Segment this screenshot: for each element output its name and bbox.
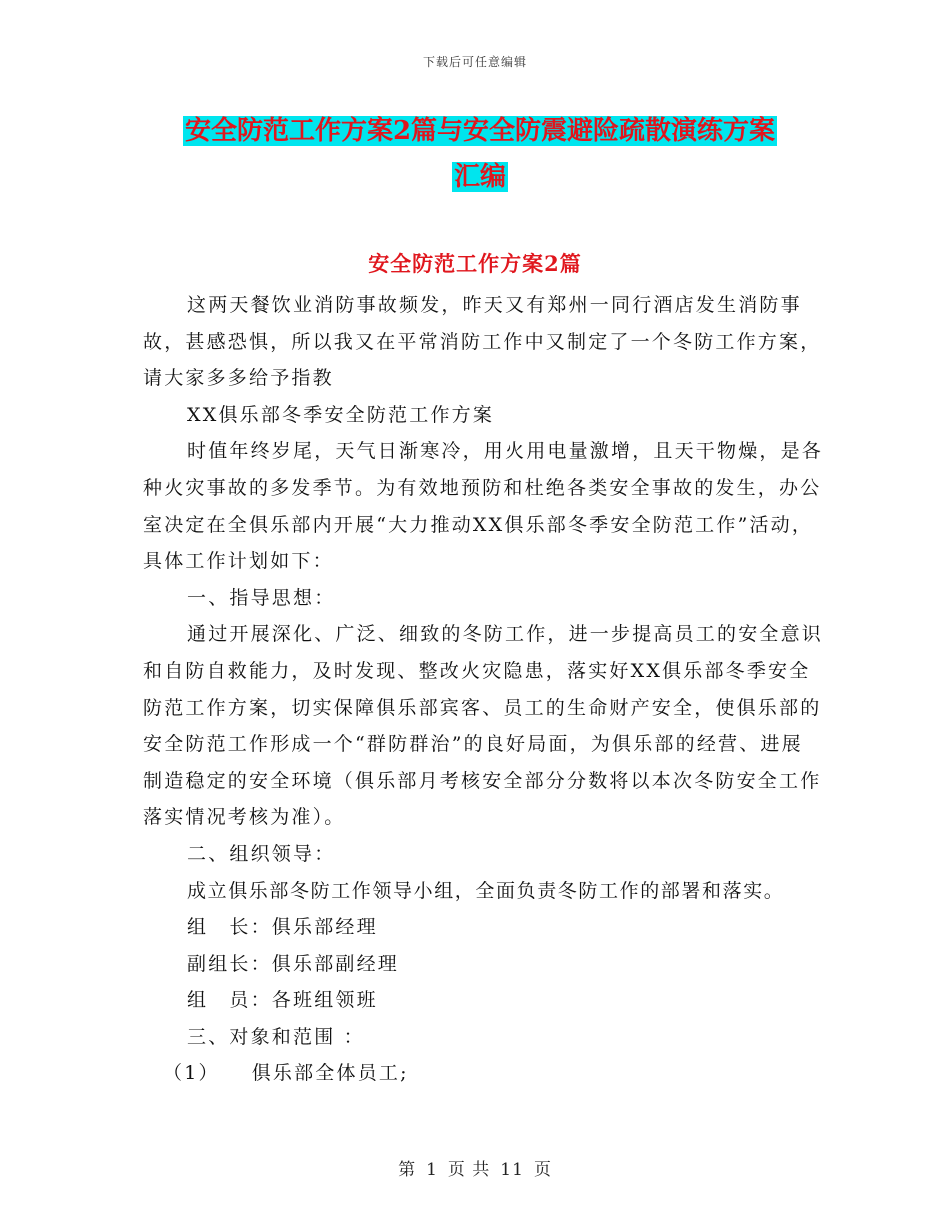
footer-mid: 页 共 bbox=[447, 1160, 491, 1180]
scope-item-1-text: 俱乐部全体员工; bbox=[251, 1062, 409, 1085]
header-note: 下载后可任意编辑 bbox=[422, 55, 527, 69]
scope-item-1 bbox=[143, 1055, 823, 1092]
paragraph-background: 时值年终岁尾，天气日渐寒冷，用火用电量激增，且天干物燥，是各种火灾事故的多发季节。为有效地预防和杜绝各类安全事故的发生，办公室决定在全俱乐部内开展“大力推动XX俱乐部冬季安全防范工作”活动，具体工作计划如下： bbox=[143, 440, 824, 573]
paragraph-organization: 成立俱乐部冬防工作领导小组，全面负责冬防工作的部署和落实。 bbox=[187, 879, 785, 902]
members-line: 组 员：各班组领班 bbox=[187, 989, 378, 1012]
section-title: 安全防范工作方案2篇 bbox=[368, 251, 582, 276]
vice-leader-line: 副组长：俱乐部副经理 bbox=[187, 952, 400, 975]
document-title bbox=[140, 108, 820, 200]
scope-item-1-number: （1） bbox=[163, 1062, 220, 1085]
page-total: 11 bbox=[500, 1160, 524, 1180]
footer-prefix: 第 bbox=[398, 1160, 417, 1180]
document-body bbox=[143, 287, 823, 1092]
heading-guiding-idea: 一、指导思想： bbox=[187, 586, 336, 609]
paragraph-guiding-idea: 通过开展深化、广泛、细致的冬防工作，进一步提高员工的安全意识和自防自救能力，及时发现、整改火灾隐患，落实好XX俱乐部冬季安全防范工作方案，切实保障俱乐部宾客、员工的生命财产安全，使俱乐部的安全防范工作形成一个“群防群治”的良好局面，为俱乐部的经营、进展制造稳定的安全环境（俱乐部月考核安全部分分数将以本次冬防安全工作落实情况考核为准）。 bbox=[143, 623, 824, 829]
page-current: 1 bbox=[426, 1160, 438, 1180]
heading-scope: 三、对象和范围 ： bbox=[187, 1025, 365, 1048]
paragraph-intro: 这两天餐饮业消防事故频发，昨天又有郑州一同行酒店发生消防事故，甚感恐惧，所以我又在平常消防工作中又制定了一个冬防工作方案，请大家多多给予指教 bbox=[143, 294, 822, 390]
paragraph-plan-name: XX俱乐部冬季安全防范工作方案 bbox=[187, 403, 495, 426]
title-line-2: 汇编 bbox=[453, 162, 506, 192]
heading-organization: 二、组织领导： bbox=[187, 842, 336, 865]
title-line-1: 安全防范工作方案2篇与安全防震避险疏散演练方案 bbox=[184, 116, 776, 146]
leader-line: 组 长：俱乐部经理 bbox=[187, 916, 378, 939]
footer-suffix: 页 bbox=[533, 1160, 552, 1180]
page-footer bbox=[0, 1155, 950, 1180]
